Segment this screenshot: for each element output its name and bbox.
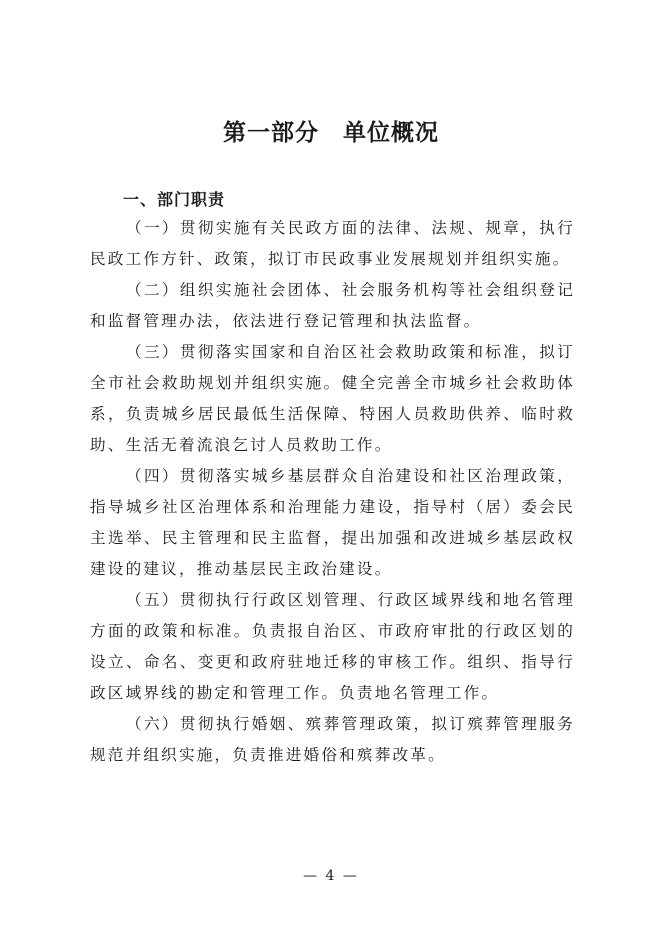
body-text [90,213,575,771]
paragraph-6: （六）贯彻执行婚姻、殡葬管理政策，拟订殡葬管理服务规范并组织实施，负责推进婚俗和殡葬改革。 [90,715,575,764]
paragraph-4: （四）贯彻落实城乡基层群众自治建设和社区治理政策，指导城乡社区治理体系和治理能力建设，指导村（居）委会民主选举、民主管理和民主监督，提出加强和改进城乡基层政权建设的建议，推动基层民主政治建设。 [90,467,575,578]
page-number: — 4 — [303,868,359,884]
section-heading: 一、部门职责 [123,190,226,209]
paragraph-2: （二）组织实施社会团体、社会服务机构等社会组织登记和监督管理办法，依法进行登记管理和执法监督。 [90,281,575,330]
paragraph-1: （一）贯彻实施有关民政方面的法律、法规、规章，执行民政工作方针、政策，拟订市民政事业发展规划并组织实施。 [90,219,575,268]
page-title: 第一部分 单位概况 [223,119,439,146]
paragraph-3: （三）贯彻落实国家和自治区社会救助政策和标准，拟订全市社会救助规划并组织实施。健全完善全市城乡社会救助体系，负责城乡居民最低生活保障、特困人员救助供养、临时救助、生活无着流浪乞讨人员救助工作。 [90,343,575,454]
paragraph-5: （五）贯彻执行行政区划管理、行政区域界线和地名管理方面的政策和标准。负责报自治区、市政府审批的行政区划的设立、命名、变更和政府驻地迁移的审核工作。组织、指导行政区域界线的勘定和管理工作。负责地名管理工作。 [90,591,575,702]
